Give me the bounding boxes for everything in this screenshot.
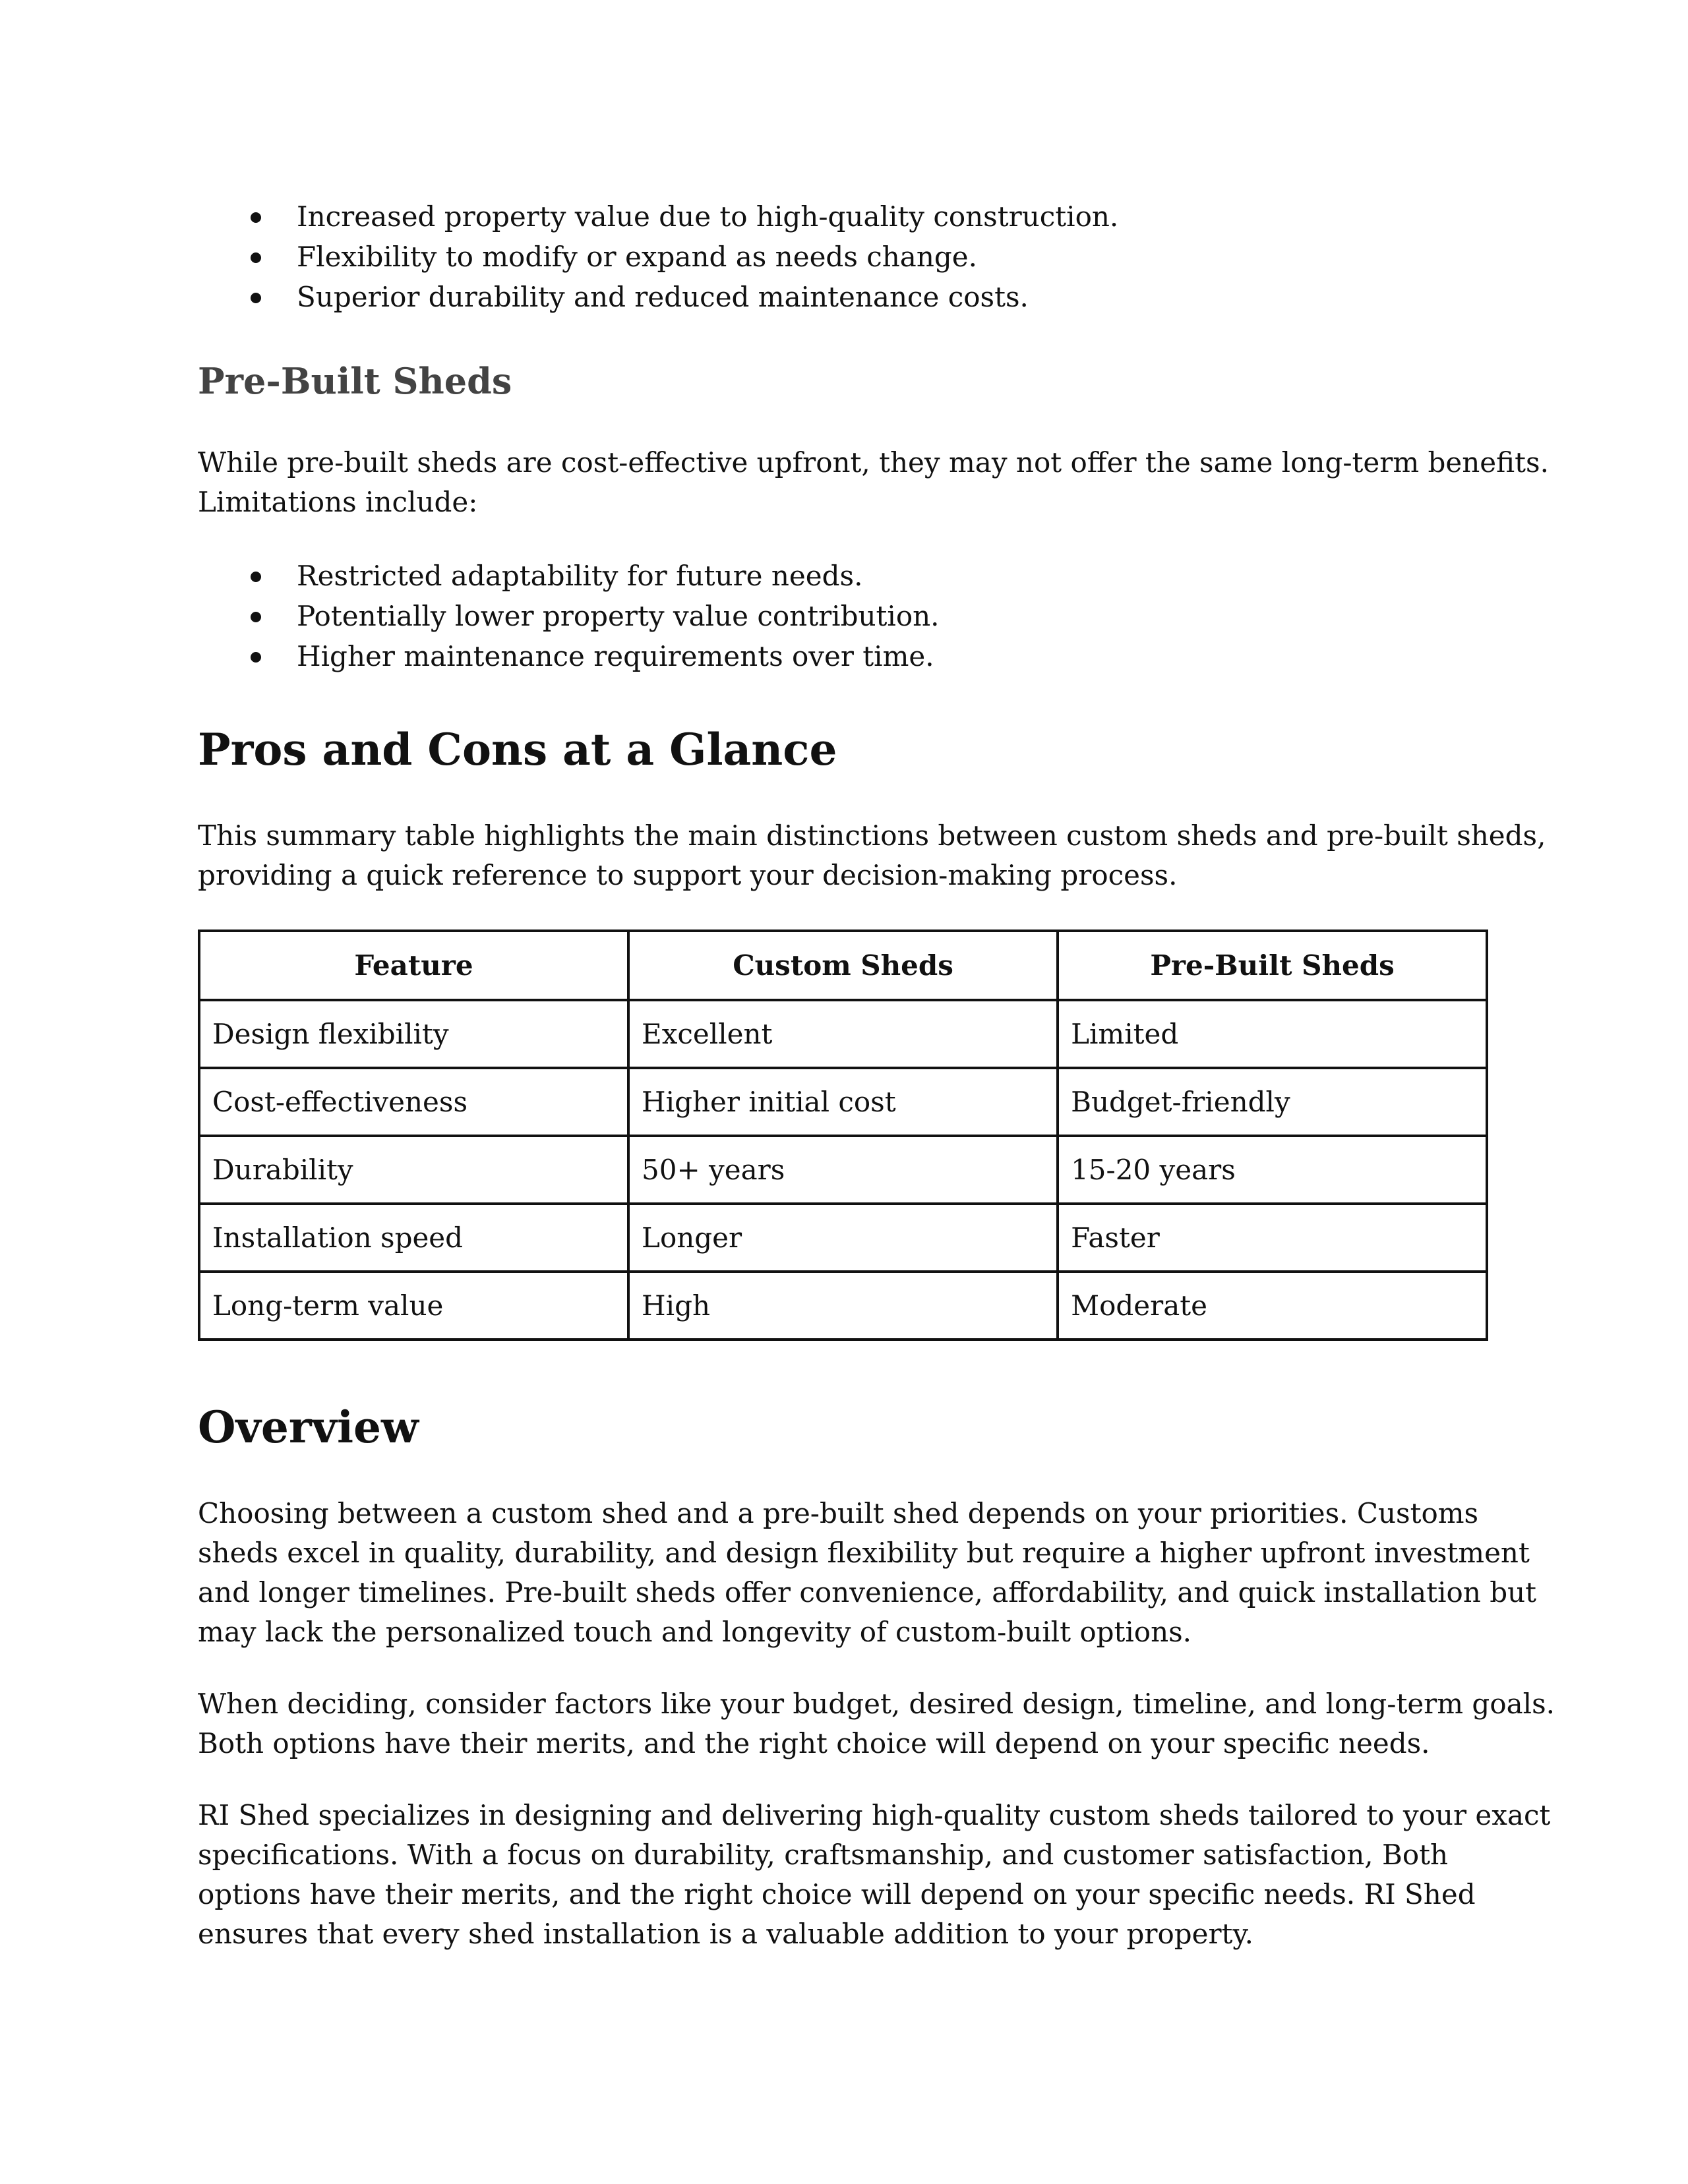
column-header: Pre-Built Sheds xyxy=(1058,931,1487,1000)
column-header: Custom Sheds xyxy=(628,931,1058,1000)
bullet-icon xyxy=(251,652,261,663)
table-row xyxy=(199,1136,1487,1204)
bullet-icon xyxy=(251,212,261,223)
table-cell: Installation speed xyxy=(199,1204,628,1272)
list-item: Superior durability and reduced maintenance costs. xyxy=(198,277,1118,317)
list-item: Flexibility to modify or expand as needs change. xyxy=(198,237,1118,277)
table-cell: Long-term value xyxy=(199,1272,628,1340)
column-header: Feature xyxy=(199,931,628,1000)
benefits-list xyxy=(198,196,1118,317)
table-cell: Durability xyxy=(199,1136,628,1204)
table-cell: Faster xyxy=(1058,1204,1487,1272)
comparison-table xyxy=(198,930,1488,1341)
table-cell: Higher initial cost xyxy=(628,1068,1058,1136)
overview-paragraph-3: RI Shed specializes in designing and delivering high-quality custom sheds tailored to your exact specifications. With a focus on durability, craftsmanship, and customer satisfaction, Both options have their merits, and the right choice will depend on your specific needs. RI Shed ensures that every shed installation is a valuable addition to your property. xyxy=(198,1799,1551,1950)
list-item: Restricted adaptability for future needs. xyxy=(198,556,940,596)
overview-paragraph-2: When deciding, consider factors like your budget, desired design, timeline, and long-term goals. Both options have their merits, and the right choice will depend on your specific needs. xyxy=(198,1688,1555,1759)
overview-paragraph-1: Choosing between a custom shed and a pre-built shed depends on your priorities. Customs sheds excel in quality, durability, and design flexibility but require a higher upfront investment and longer timelines. Pre-built sheds offer convenience, affordability, and quick installation but may lack the personalized touch and longevity of custom-built options. xyxy=(198,1497,1537,1648)
bullet-icon xyxy=(251,293,261,303)
pros-cons-intro: This summary table highlights the main distinctions between custom sheds and pre-built sheds, providing a quick reference to support your decision-making process. xyxy=(198,819,1546,891)
table-cell: 50+ years xyxy=(628,1136,1058,1204)
table-cell: 15-20 years xyxy=(1058,1136,1487,1204)
overview-heading: Overview xyxy=(198,1402,419,1453)
table-cell: Cost-effectiveness xyxy=(199,1068,628,1136)
prebuilt-heading: Pre-Built Sheds xyxy=(198,360,512,402)
list-item: Increased property value due to high-quality construction. xyxy=(198,196,1118,237)
table-cell: Limited xyxy=(1058,1000,1487,1068)
table-row xyxy=(199,1068,1487,1136)
table-cell: High xyxy=(628,1272,1058,1340)
bullet-icon xyxy=(251,612,261,622)
list-item: Higher maintenance requirements over time. xyxy=(198,636,940,676)
table-header-row xyxy=(199,931,1487,1000)
pros-cons-heading: Pros and Cons at a Glance xyxy=(198,724,837,775)
table-cell: Budget-friendly xyxy=(1058,1068,1487,1136)
table-cell: Moderate xyxy=(1058,1272,1487,1340)
table-cell: Design flexibility xyxy=(199,1000,628,1068)
table-cell: Longer xyxy=(628,1204,1058,1272)
bullet-icon xyxy=(251,252,261,263)
list-item: Potentially lower property value contribution. xyxy=(198,596,940,636)
table-cell: Excellent xyxy=(628,1000,1058,1068)
limitations-list xyxy=(198,556,940,676)
table-row xyxy=(199,1272,1487,1340)
table-row xyxy=(199,1000,1487,1068)
table-row xyxy=(199,1204,1487,1272)
bullet-icon xyxy=(251,572,261,582)
prebuilt-intro: While pre-built sheds are cost-effective upfront, they may not offer the same long-term benefits. Limitations include: xyxy=(198,446,1549,518)
